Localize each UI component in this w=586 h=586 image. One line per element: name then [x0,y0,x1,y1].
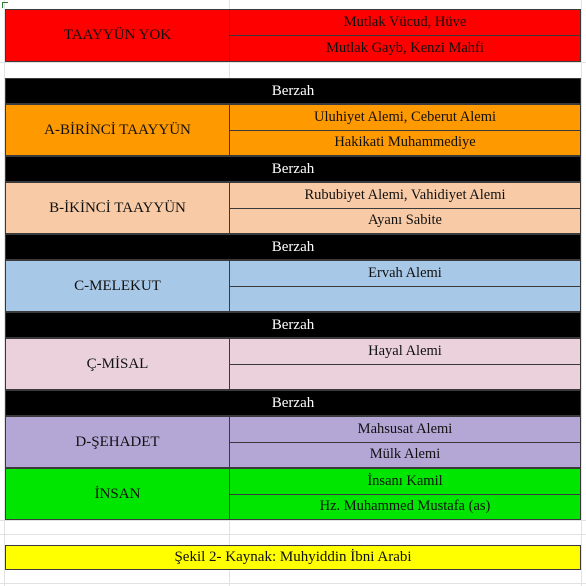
section-birinci-taayyun [5,104,581,156]
gridline [581,0,582,586]
section-misal [5,338,581,390]
berzah-band: Berzah [5,234,581,260]
section-taayyun-yok [5,9,581,62]
berzah-band: Berzah [5,78,581,104]
section-insan [5,468,581,520]
figure-caption: Şekil 2- Kaynak: Muhyiddin İbni Arabi [5,545,581,570]
section-item-empty [230,364,580,390]
section-item: İnsanı Kamil [367,472,443,489]
section-sehadet [5,416,581,468]
section-label: C-MELEKUT [6,261,230,311]
section-item: Mutlak Vücud, Hüve [343,14,467,30]
section-item: Mutlak Gayb, Kenzi Mahfi [230,35,580,61]
section-melekut [5,260,581,312]
section-item: Hakikati Muhammediye [230,130,580,156]
section-item: Mülk Alemi [230,442,580,468]
section-item: Hayal Alemi [368,342,442,359]
gridline [0,583,586,584]
section-item: Uluhiyet Alemi, Ceberut Alemi [313,108,497,125]
section-label: İNSAN [6,469,230,519]
gridline [0,62,586,63]
section-item: Ervah Alemi [368,264,442,281]
section-label: D-ŞEHADET [6,417,230,467]
section-item: Hz. Muhammed Mustafa (as) [230,494,580,520]
section-item: Mahsusat Alemi [357,420,453,437]
cell-cursor-marker [2,2,8,8]
berzah-band: Berzah [5,156,581,182]
section-item: Rububiyet Alemi, Vahidiyet Alemi [304,186,506,203]
section-item: Ayanı Sabite [230,208,580,234]
section-label: TAAYYÜN YOK [6,10,230,61]
section-label: A-BİRİNCİ TAAYYÜN [6,105,230,155]
section-ikinci-taayyun [5,182,581,234]
section-label: Ç-MİSAL [6,339,230,389]
berzah-band: Berzah [5,312,581,338]
section-item-empty [230,286,580,312]
berzah-band: Berzah [5,390,581,416]
gridline [0,534,586,535]
gridline [0,520,586,521]
section-label: B-İKİNCİ TAAYYÜN [6,183,230,233]
